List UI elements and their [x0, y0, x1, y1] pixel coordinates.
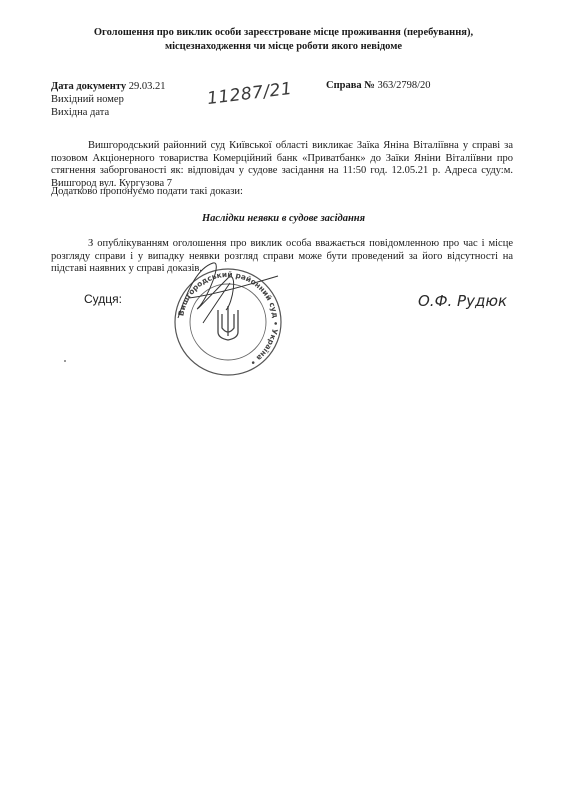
- additional-evidence-line: Додатково пропонуємо подати такі докази:: [51, 186, 243, 197]
- consequences-heading: Наслідки неявки в судове засідання: [201, 213, 366, 224]
- handwritten-registration-number: 11287/21: [206, 78, 294, 110]
- judge-label: Судця:: [84, 292, 122, 306]
- consequences-paragraph: З опублікуванням оголошення про виклик особа вважається повідомленною про час і місце розгляду справи і у випадку неявки розгляд справи може бути проведений за його відсутності на підставі наявних у справі доказів.: [51, 238, 513, 274]
- seal-text: Вишгородський районний суд • Україна •: [176, 269, 281, 368]
- title-line-2: місцезнаходження чи місце роботи якого невідоме: [164, 41, 403, 52]
- document-meta: [51, 80, 165, 119]
- outgoing-number-label: Вихідний номер: [51, 94, 124, 105]
- document-date-label: Дата документу: [51, 81, 127, 92]
- judge-signature-name: О.Ф. Рудюк: [418, 292, 508, 310]
- scan-speck: [64, 360, 66, 362]
- title-line-1: Оголошення про виклик особи зареєстроване місце проживання (перебування),: [93, 27, 474, 38]
- outgoing-date-label: Вихідна дата: [51, 107, 110, 118]
- judge-handwritten-signature-scribble: [168, 248, 293, 338]
- case-number: 363/2798/20: [374, 80, 431, 91]
- case-label: Справа №: [326, 80, 375, 91]
- document-title: [40, 26, 527, 53]
- summons-paragraph: Вишгородський районний суд Київської області викликає Заїка Яніна Віталіївна у справі за позовом Акціонерного товариства Комерційний банк «Приватбанк» до Заїки Яніни Віталіївни про стягнення заборгованості як: відповідач у судове засідання на 11:50 год. 12.05.21 р. Адреса суду:м. Вишгород вул. Кургузова 7: [51, 140, 513, 189]
- document-date-row: [51, 80, 165, 93]
- document-date-value: 29.03.21: [126, 81, 166, 92]
- case-number-row: [326, 80, 431, 91]
